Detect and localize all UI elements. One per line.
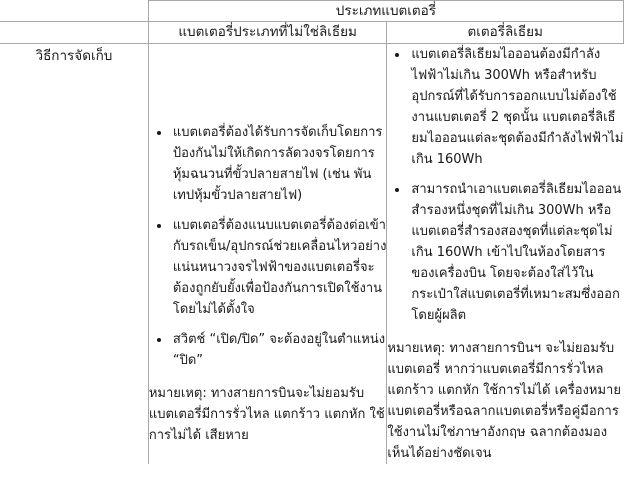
list-item: • แบตเตอรี่ลิเธียมไอออนต้องมีกำลังไฟฟ้าไม่เกิน 300Wh หรือสำหรับอุปกรณ์ที่ได้รับการออกแบบไม่ต้องใช้งานแบตเตอรี่ 2 ชุดนั้น แบตเตอรี่ลิเธียมไอออนแต่ละชุดต้องมีกำลังไฟฟ้าไม่เกิน 160Wh [409,44,623,170]
list-item: • สวิตช์ “เปิด/ปิด” จะต้องอยู่ในตำแหน่ง “ปิด” [171,329,387,371]
cell-lithium-storage [387,43,624,464]
lithium-bullet-list [387,44,623,327]
row-label-storage-method: วิธีการจัดเก็บ [0,43,148,464]
cell-top-spacer [149,44,387,122]
table-header-row-sub [0,22,624,43]
header-sub-blank-cell [0,22,148,43]
table-row [0,43,624,464]
header-non-lithium: แบตเตอรี่ประเภทที่ไม่ใช่ลิเธียม [148,22,387,43]
list-item: • แบตเตอรี่ต้องแนบแบตเตอรี่ต้องต่อเข้ากับรถเข็น/อุปกรณ์ช่วยเคลื่อนไหวอย่างแน่นหนาวงจรไฟฟ้าของแบตเตอรี่จะต้องถูกยับยั้งเพื่อป้องกันการเปิดใช้งานโดยไม่ได้ตั้งใจ [171,215,387,320]
header-battery-type: ประเภทแบตเตอรี่ [148,1,623,22]
table-header-row-main [0,1,624,22]
cell-non-lithium-storage [148,43,387,464]
header-lithium: ตเตอรี่ลิเธียม [387,22,624,43]
lithium-note: หมายเหตุ: ทางสายการบินฯ จะไม่ยอมรับแบตเตอรี่ หากว่าแบตเตอรี่มีการรั่วไหล แตกร้าว แตกหัก ใช้การไม่ได้ เครื่องหมาย แบตเตอรี่หรือฉลากแบตเตอรี่หรือคู่มือการใช้งานไม่ใช่ภาษาอังกฤษ ฉลากต้องมองเห็นได้อย่างชัดเจน [387,341,621,462]
list-item: • สามารถนำเอาแบตเตอรี่ลิเธียมไอออนสำรองหนึ่งชุดที่ไม่เกิน 300Wh หรือแบตเตอรี่สำรองสองชุดที่แต่ละชุดไม่เกิน 160Wh เข้าไปในห้องโดยสารของเครื่องบิน โดยจะต้องใส่ไว้ในกระเป๋าใส่แบตเตอรี่ที่เหมาะสมซึ่งออกโดยผู้ผลิต [409,179,623,326]
non-lithium-note: หมายเหตุ: ทางสายการบินจะไม่ยอมรับแบตเตอรี่มีการรั่วไหล แตกร้าว แตกหัก ใช้การไม่ได้ เสียหาย [148,386,385,444]
list-item: • แบตเตอรี่ต้องได้รับการจัดเก็บโดยการป้องกันไม่ให้เกิดการลัดวงจรโดยการหุ้มฉนวนที่ขั้วปลายสายไฟ (เช่น พันเทปหุ้มขั้วปลายสายไฟ) [171,122,387,206]
header-blank-cell [0,1,148,22]
non-lithium-bullet-list [149,122,387,372]
